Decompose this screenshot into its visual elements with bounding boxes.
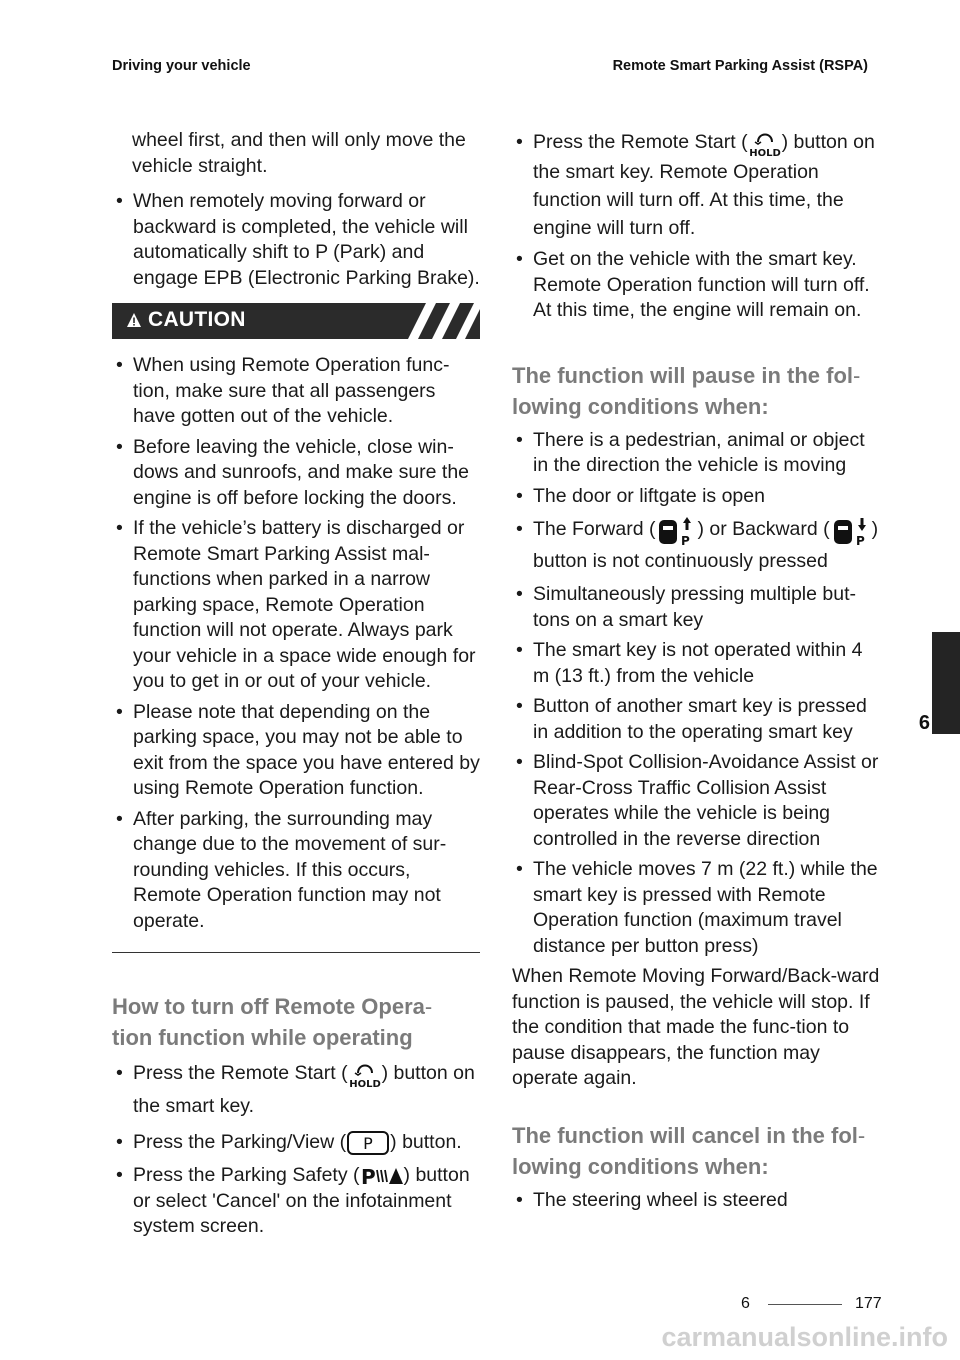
pause-conditions-list [512,428,884,960]
footer-divider [768,1304,842,1305]
list-item: • The door or liftgate is open [512,484,884,510]
right-column [512,128,884,1218]
caution-item: • After parking, the surrounding may change due to the movement of sur-rounding vehicles. If this occurs, Remote Operation function may not operate. [112,807,480,935]
caution-banner [112,303,480,339]
list-item: • The vehicle moves 7 m (22 ft.) while the smart key is pressed with Remote Operation function (maximum travel distance per button press) [512,857,884,959]
caution-end-rule [112,952,480,953]
remote-backward-icon [830,514,872,546]
parking-view-p-icon [346,1130,390,1156]
list-item: • Get on the vehicle with the smart key. Remote Operation function will turn off. At this time, the engine will remain on. [512,247,884,324]
caution-item: • When using Remote Operation func-tion, make sure that all passengers have gotten out of the vehicle. [112,353,480,430]
remote-start-hold-icon [348,1059,382,1089]
section-heading-pause: The function will pause in the fol- lowing conditions when: [512,362,861,419]
caution-item: • Before leaving the vehicle, close win-dows and sunroofs, and make sure the engine is off before locking the doors. [112,435,480,512]
chapter-tab [932,632,960,734]
remote-start-hold-icon [748,128,782,158]
turn-off-list [112,1057,480,1240]
caution-slash-decoration [400,303,480,339]
bullet-list-top [112,189,480,291]
svg-text:P: P [363,1133,373,1153]
svg-text:P: P [360,1164,376,1188]
list-item: • The smart key is not operated within 4 m (13 ft.) from the vehicle [512,638,884,689]
cancel-conditions-list [512,1188,884,1214]
list-item: • The steering wheel is steered [512,1188,884,1214]
section-heading-cancel: The function will cancel in the fol- lowing conditions when: [512,1122,866,1179]
list-item: • There is a pedestrian, animal or object in the direction the vehicle is moving [512,428,884,479]
pause-paragraph: When Remote Moving Forward/Back-ward function is paused, the vehicle will stop. If the condition that made the func-tion to pause disappears, the function may operate again. [512,965,880,1089]
remote-forward-icon [655,514,697,546]
header-chapter-title: Driving your vehicle [112,58,251,74]
list-item: • Button of another smart key is pressed in addition to the operating smart key [512,694,884,745]
svg-text:HOLD: HOLD [348,1078,381,1089]
left-column [112,128,480,1243]
turn-off-list-continued [512,128,884,324]
svg-text:HOLD: HOLD [748,148,781,158]
warning-triangle-icon [126,312,142,328]
caution-label: CAUTION [148,308,246,331]
svg-text:P: P [681,534,691,546]
list-item: • Press the Remote Start ( HOLD ) button on the smart key. [112,1057,480,1123]
footer-page-number: 177 [855,1295,882,1312]
list-item: • When remotely moving forward or backward is completed, the vehicle will automatically shift to P (Park) and engage EPB (Electronic Parking Brake). [112,189,480,291]
list-item: • Press the Remote Start ( HOLD ) button on the smart key. Remote Operation function will turn off. At this time, the engine will turn off. [512,128,884,242]
continued-text: wheel first, and then will only move the vehicle straight. [132,129,466,177]
caution-item: • Please note that depending on the parking space, you may not be able to exit from the space you have entered by using Remote Operation function. [112,700,480,802]
list-item: • Blind-Spot Collision-Avoidance Assist or Rear-Cross Traffic Collision Assist operates while the vehicle is being controlled in the reverse direction [512,750,884,852]
svg-text:P: P [855,534,865,546]
header-section-title: Remote Smart Parking Assist (RSPA) [612,58,868,74]
caution-item: • If the vehicle’s battery is discharged or Remote Smart Parking Assist mal-functions when parked in a narrow parking space, Remote Operation function will not operate. Always park your vehicle in a space wide enough for you to get in or out of your vehicle. [112,516,480,695]
list-item: • Press the Parking Safety ( P ) button or select 'Cancel' on the infotainment system screen. [112,1163,480,1240]
list-item: • Press the Parking/View ( P ) button. [112,1126,480,1159]
watermark-text: carmanualsonline.info [661,1322,948,1352]
section-heading-turn-off: How to turn off Remote Opera- tion function while operating [112,994,433,1050]
list-item: • The Forward ( P ) or Backward ( P ) button is not continuously pressed [512,514,884,577]
chapter-tab-number: 6 [918,712,930,734]
list-item: • Simultaneously pressing multiple but-tons on a smart key [512,582,884,633]
footer-chapter-number: 6 [741,1295,750,1312]
parking-safety-icon [360,1164,404,1188]
caution-list [112,353,480,934]
